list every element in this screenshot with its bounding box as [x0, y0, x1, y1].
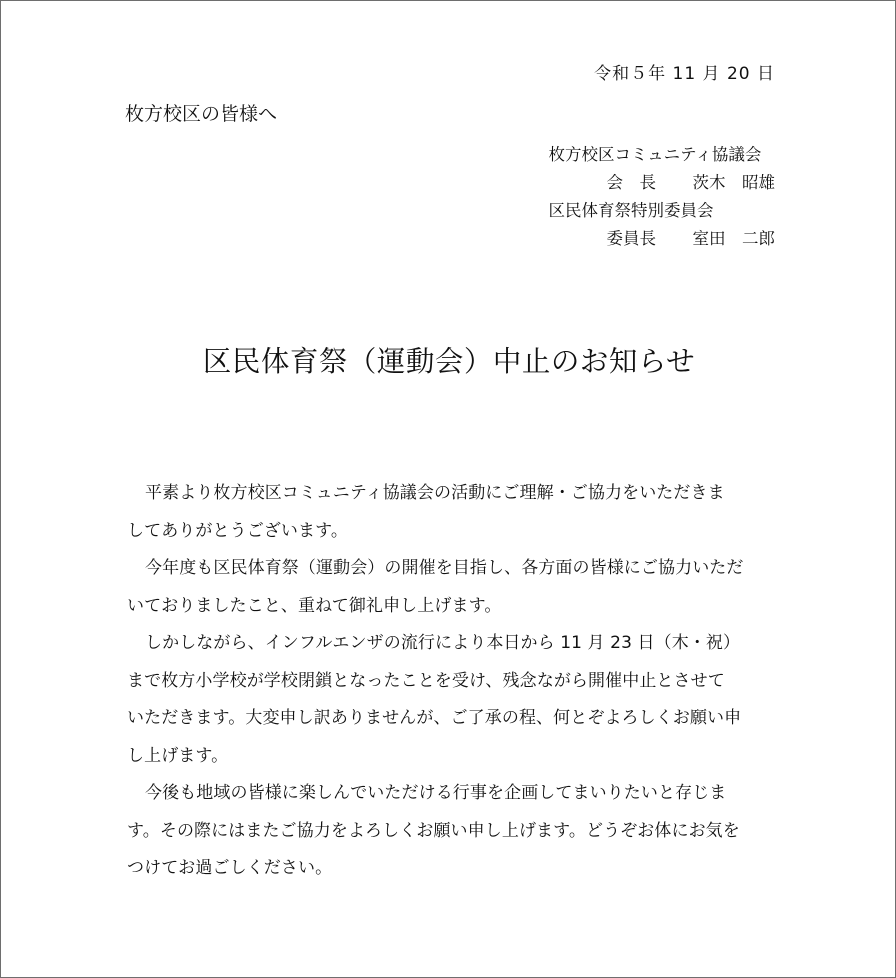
issue-date: 令和５年 11 月 20 日: [594, 64, 775, 84]
body-line: いておりましたこと、重ねて御礼申し上げます。: [127, 595, 502, 616]
sender-block: [549, 141, 776, 253]
body-line: いただきます。大変申し訳ありませんが、ご了承の程、何とぞよろしくお願い申: [127, 708, 742, 728]
sender-line-1: [549, 169, 776, 197]
sender-role-1: 会 長: [606, 173, 656, 192]
sender-org-1: 枚方校区コミュニティ協議会: [548, 145, 762, 164]
sender-name-2: 室田 二郎: [692, 229, 775, 248]
body-line: つけてお過ごしください。: [127, 858, 333, 878]
body-line: 今後も地域の皆様に楽しんでいただける行事を企画してまいりたいと存じま: [145, 783, 727, 803]
body-line: まで枚方小学校が学校閉鎖となったことを受け、残念ながら開催中止とさせて: [127, 670, 725, 691]
body-line: し上げます。: [127, 745, 229, 766]
body-line: 今年度も区民体育祭（運動会）の開催を目指し、各方面の皆様にご協力いただ: [145, 558, 744, 578]
sender-line-2: [549, 225, 776, 253]
body-line: 平素より枚方校区コミュニティ協議会の活動にご理解・ご協力をいただきま: [145, 483, 725, 503]
sender-role-2: 委員長: [606, 229, 656, 248]
body-line: してありがとうございます。: [127, 520, 348, 541]
document-title: 区民体育祭（運動会）中止のお知らせ: [202, 345, 696, 378]
body-text: [127, 475, 779, 888]
sender-name-1: 茨木 昭雄: [692, 173, 775, 192]
body-line: す。その際にはまたご協力をよろしくお願い申し上げます。どうぞお体にお気を: [127, 820, 740, 841]
recipient: 枚方校区の皆様へ: [125, 103, 278, 125]
sender-org-2: 区民体育祭特別委員会: [548, 201, 714, 220]
body-line: しかしながら、インフルエンザの流行により本日から 11 月 23 日（木・祝）: [145, 633, 741, 653]
